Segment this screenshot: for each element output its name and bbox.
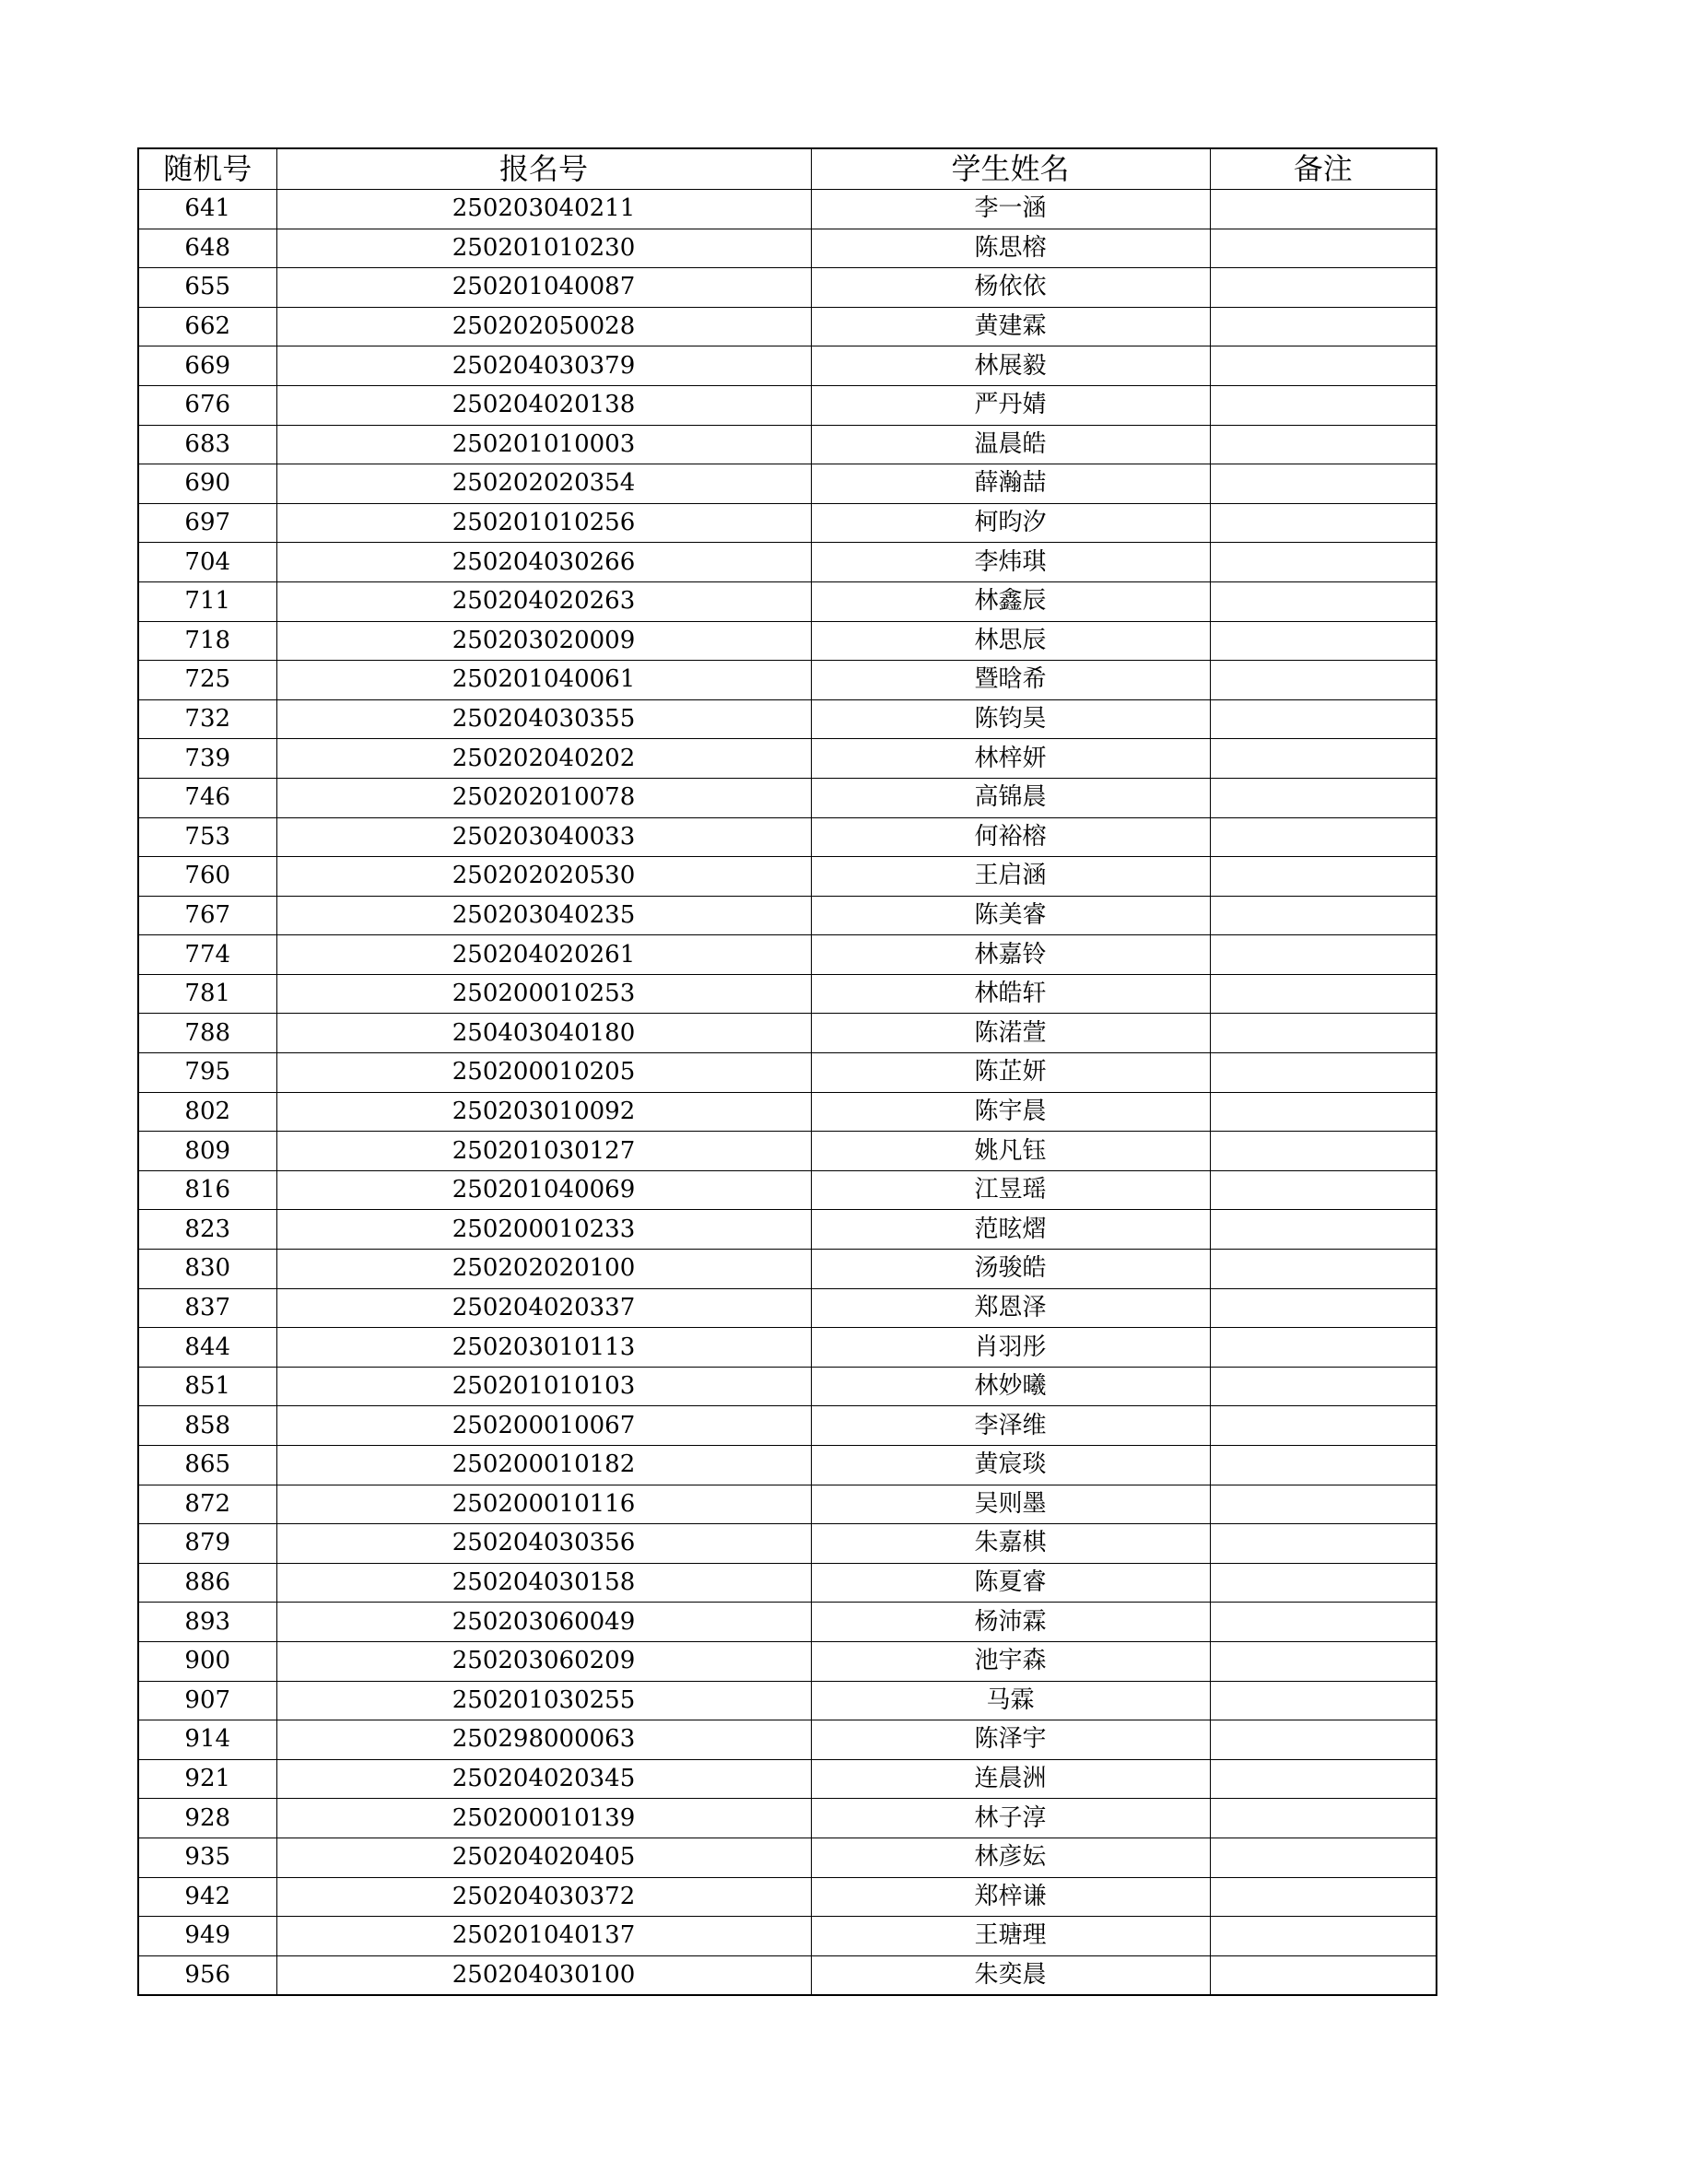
student-name-cell: 黄建霖 <box>811 307 1210 346</box>
remarks-cell <box>1210 229 1437 268</box>
student-name-cell: 暨晗希 <box>811 661 1210 700</box>
table-row <box>138 1367 1437 1406</box>
registration-number-cell: 250204020337 <box>276 1288 811 1328</box>
student-name-cell: 陈夏睿 <box>811 1563 1210 1603</box>
random-number-cell: 739 <box>138 739 276 779</box>
table-row <box>138 935 1437 975</box>
remarks-cell <box>1210 1799 1437 1838</box>
registration-number-cell: 250202020354 <box>276 464 811 504</box>
random-number-cell: 921 <box>138 1759 276 1799</box>
remarks-cell <box>1210 385 1437 425</box>
remarks-cell <box>1210 935 1437 975</box>
remarks-cell <box>1210 1288 1437 1328</box>
registration-number-cell: 250204020345 <box>276 1759 811 1799</box>
table-row <box>138 699 1437 739</box>
table-row <box>138 229 1437 268</box>
remarks-cell <box>1210 1838 1437 1877</box>
table-row <box>138 1720 1437 1760</box>
table-row <box>138 307 1437 346</box>
registration-number-cell: 250203040033 <box>276 817 811 857</box>
student-name-cell: 林子淳 <box>811 1799 1210 1838</box>
student-name-cell: 温晨皓 <box>811 425 1210 464</box>
random-number-cell: 830 <box>138 1250 276 1289</box>
random-number-cell: 900 <box>138 1641 276 1681</box>
random-number-cell: 718 <box>138 621 276 661</box>
remarks-cell <box>1210 1367 1437 1406</box>
remarks-cell <box>1210 1641 1437 1681</box>
registration-number-cell: 250203010113 <box>276 1328 811 1368</box>
table-row <box>138 1406 1437 1446</box>
table-row <box>138 621 1437 661</box>
student-name-cell: 范昡熠 <box>811 1210 1210 1250</box>
random-number-cell: 655 <box>138 268 276 308</box>
remarks-cell <box>1210 1328 1437 1368</box>
registration-number-cell: 250201030127 <box>276 1132 811 1171</box>
remarks-cell <box>1210 1877 1437 1917</box>
remarks-cell <box>1210 1210 1437 1250</box>
random-number-cell: 809 <box>138 1132 276 1171</box>
random-number-cell: 683 <box>138 425 276 464</box>
registration-number-cell: 250202010078 <box>276 778 811 817</box>
remarks-cell <box>1210 425 1437 464</box>
random-number-cell: 760 <box>138 857 276 897</box>
random-number-cell: 690 <box>138 464 276 504</box>
random-number-cell: 753 <box>138 817 276 857</box>
registration-number-cell: 250204030266 <box>276 543 811 582</box>
registration-number-cell: 250204020138 <box>276 385 811 425</box>
table-row <box>138 1641 1437 1681</box>
student-name-cell: 陈宇晨 <box>811 1092 1210 1132</box>
remarks-cell <box>1210 974 1437 1014</box>
random-number-cell: 823 <box>138 1210 276 1250</box>
student-name-cell: 陈钧昊 <box>811 699 1210 739</box>
random-number-cell: 837 <box>138 1288 276 1328</box>
table-row <box>138 739 1437 779</box>
table-row <box>138 425 1437 464</box>
random-number-cell: 844 <box>138 1328 276 1368</box>
registration-number-cell: 250204030372 <box>276 1877 811 1917</box>
student-name-cell: 姚凡钰 <box>811 1132 1210 1171</box>
student-name-cell: 王瑭理 <box>811 1917 1210 1956</box>
registration-number-cell: 250200010205 <box>276 1053 811 1093</box>
student-name-cell: 陈渃萱 <box>811 1014 1210 1053</box>
student-name-cell: 林皓轩 <box>811 974 1210 1014</box>
remarks-cell <box>1210 896 1437 935</box>
random-number-cell: 767 <box>138 896 276 935</box>
registration-number-cell: 250203060049 <box>276 1603 811 1642</box>
student-name-cell: 陈芷妍 <box>811 1053 1210 1093</box>
registration-number-cell: 250202050028 <box>276 307 811 346</box>
registration-number-cell: 250200010182 <box>276 1446 811 1485</box>
registration-number-cell: 250201040061 <box>276 661 811 700</box>
table-row <box>138 190 1437 229</box>
table-row <box>138 1838 1437 1877</box>
registration-number-cell: 250201010230 <box>276 229 811 268</box>
table-row <box>138 817 1437 857</box>
student-name-cell: 陈美睿 <box>811 896 1210 935</box>
random-number-cell: 907 <box>138 1681 276 1720</box>
registration-number-cell: 250204030355 <box>276 699 811 739</box>
registration-number-cell: 250201040137 <box>276 1917 811 1956</box>
table-row <box>138 268 1437 308</box>
student-name-cell: 池宇森 <box>811 1641 1210 1681</box>
random-number-cell: 865 <box>138 1446 276 1485</box>
student-name-cell: 林梓妍 <box>811 739 1210 779</box>
registration-number-cell: 250202040202 <box>276 739 811 779</box>
random-number-cell: 662 <box>138 307 276 346</box>
registration-number-cell: 250204020405 <box>276 1838 811 1877</box>
student-name-cell: 朱嘉棋 <box>811 1524 1210 1564</box>
registration-number-cell: 250200010116 <box>276 1485 811 1524</box>
table-row <box>138 857 1437 897</box>
table-row <box>138 974 1437 1014</box>
student-name-cell: 林妙曦 <box>811 1367 1210 1406</box>
registration-number-cell: 250204020263 <box>276 581 811 621</box>
header-random-number: 随机号 <box>138 148 276 190</box>
remarks-cell <box>1210 1092 1437 1132</box>
registration-number-cell: 250204030379 <box>276 346 811 386</box>
registration-number-cell: 250203060209 <box>276 1641 811 1681</box>
table-row <box>138 1250 1437 1289</box>
registration-number-cell: 250202020530 <box>276 857 811 897</box>
random-number-cell: 935 <box>138 1838 276 1877</box>
student-name-cell: 陈泽宇 <box>811 1720 1210 1760</box>
remarks-cell <box>1210 1917 1437 1956</box>
table-row <box>138 1603 1437 1642</box>
table-row <box>138 1799 1437 1838</box>
table-row <box>138 1759 1437 1799</box>
remarks-cell <box>1210 268 1437 308</box>
table-row <box>138 1170 1437 1210</box>
remarks-cell <box>1210 1406 1437 1446</box>
student-name-cell: 李炜琪 <box>811 543 1210 582</box>
table-row <box>138 1092 1437 1132</box>
remarks-cell <box>1210 1485 1437 1524</box>
random-number-cell: 746 <box>138 778 276 817</box>
student-name-cell: 林嘉铃 <box>811 935 1210 975</box>
student-name-cell: 朱奕晨 <box>811 1955 1210 1995</box>
remarks-cell <box>1210 1603 1437 1642</box>
remarks-cell <box>1210 503 1437 543</box>
student-name-cell: 肖羽彤 <box>811 1328 1210 1368</box>
table-row <box>138 778 1437 817</box>
student-name-cell: 林思辰 <box>811 621 1210 661</box>
table-row <box>138 1563 1437 1603</box>
student-name-cell: 马霖 <box>811 1681 1210 1720</box>
student-name-cell: 杨沛霖 <box>811 1603 1210 1642</box>
remarks-cell <box>1210 346 1437 386</box>
random-number-cell: 774 <box>138 935 276 975</box>
table-row <box>138 464 1437 504</box>
table-row <box>138 1328 1437 1368</box>
registration-number-cell: 250200010067 <box>276 1406 811 1446</box>
random-number-cell: 949 <box>138 1917 276 1956</box>
remarks-cell <box>1210 621 1437 661</box>
registration-number-cell: 250204030100 <box>276 1955 811 1995</box>
student-name-cell: 高锦晨 <box>811 778 1210 817</box>
student-name-cell: 薛瀚喆 <box>811 464 1210 504</box>
remarks-cell <box>1210 739 1437 779</box>
registration-number-cell: 250203040235 <box>276 896 811 935</box>
registration-number-cell: 250200010139 <box>276 1799 811 1838</box>
remarks-cell <box>1210 581 1437 621</box>
table-row <box>138 1210 1437 1250</box>
header-student-name: 学生姓名 <box>811 148 1210 190</box>
registration-number-cell: 250204030158 <box>276 1563 811 1603</box>
registration-number-cell: 250201040069 <box>276 1170 811 1210</box>
random-number-cell: 732 <box>138 699 276 739</box>
student-name-cell: 吴则墨 <box>811 1485 1210 1524</box>
table-row <box>138 1877 1437 1917</box>
student-name-cell: 柯昀汐 <box>811 503 1210 543</box>
header-registration-number: 报名号 <box>276 148 811 190</box>
table-row <box>138 543 1437 582</box>
remarks-cell <box>1210 857 1437 897</box>
registration-number-cell: 250203020009 <box>276 621 811 661</box>
random-number-cell: 781 <box>138 974 276 1014</box>
registration-number-cell: 250204020261 <box>276 935 811 975</box>
student-name-cell: 陈思榕 <box>811 229 1210 268</box>
remarks-cell <box>1210 1759 1437 1799</box>
remarks-cell <box>1210 464 1437 504</box>
student-name-cell: 连晨洲 <box>811 1759 1210 1799</box>
remarks-cell <box>1210 699 1437 739</box>
registration-number-cell: 250203040211 <box>276 190 811 229</box>
table-row <box>138 346 1437 386</box>
registration-number-cell: 250200010253 <box>276 974 811 1014</box>
table-row <box>138 661 1437 700</box>
remarks-cell <box>1210 190 1437 229</box>
remarks-cell <box>1210 661 1437 700</box>
table-row <box>138 1288 1437 1328</box>
registration-number-cell: 250403040180 <box>276 1014 811 1053</box>
table-row <box>138 1446 1437 1485</box>
remarks-cell <box>1210 1446 1437 1485</box>
remarks-cell <box>1210 1524 1437 1564</box>
random-number-cell: 942 <box>138 1877 276 1917</box>
remarks-cell <box>1210 1250 1437 1289</box>
student-name-cell: 黄宸琰 <box>811 1446 1210 1485</box>
random-number-cell: 858 <box>138 1406 276 1446</box>
registration-number-cell: 250201010256 <box>276 503 811 543</box>
student-name-cell: 王启涵 <box>811 857 1210 897</box>
remarks-cell <box>1210 1053 1437 1093</box>
student-name-cell: 郑恩泽 <box>811 1288 1210 1328</box>
student-name-cell: 汤骏皓 <box>811 1250 1210 1289</box>
random-number-cell: 956 <box>138 1955 276 1995</box>
table-row <box>138 1917 1437 1956</box>
random-number-cell: 697 <box>138 503 276 543</box>
table-row <box>138 1053 1437 1093</box>
random-number-cell: 914 <box>138 1720 276 1760</box>
table-row <box>138 385 1437 425</box>
remarks-cell <box>1210 817 1437 857</box>
table-row <box>138 896 1437 935</box>
remarks-cell <box>1210 307 1437 346</box>
random-number-cell: 648 <box>138 229 276 268</box>
registration-number-cell: 250202020100 <box>276 1250 811 1289</box>
random-number-cell: 851 <box>138 1367 276 1406</box>
header-row <box>138 148 1437 190</box>
table-row <box>138 581 1437 621</box>
student-name-cell: 何裕榕 <box>811 817 1210 857</box>
student-name-cell: 李一涵 <box>811 190 1210 229</box>
table-row <box>138 1524 1437 1564</box>
random-number-cell: 704 <box>138 543 276 582</box>
roster-table <box>137 147 1437 1996</box>
registration-number-cell: 250200010233 <box>276 1210 811 1250</box>
table-row <box>138 1485 1437 1524</box>
remarks-cell <box>1210 1563 1437 1603</box>
registration-number-cell: 250203010092 <box>276 1092 811 1132</box>
student-name-cell: 林鑫辰 <box>811 581 1210 621</box>
registration-number-cell: 250298000063 <box>276 1720 811 1760</box>
registration-number-cell: 250201010103 <box>276 1367 811 1406</box>
header-remarks: 备注 <box>1210 148 1437 190</box>
random-number-cell: 872 <box>138 1485 276 1524</box>
student-name-cell: 林展毅 <box>811 346 1210 386</box>
random-number-cell: 795 <box>138 1053 276 1093</box>
student-name-cell: 李泽维 <box>811 1406 1210 1446</box>
random-number-cell: 669 <box>138 346 276 386</box>
table-row <box>138 1955 1437 1995</box>
random-number-cell: 893 <box>138 1603 276 1642</box>
remarks-cell <box>1210 1720 1437 1760</box>
remarks-cell <box>1210 1955 1437 1995</box>
random-number-cell: 641 <box>138 190 276 229</box>
student-name-cell: 江昱瑶 <box>811 1170 1210 1210</box>
table-row <box>138 503 1437 543</box>
registration-number-cell: 250201030255 <box>276 1681 811 1720</box>
random-number-cell: 711 <box>138 581 276 621</box>
remarks-cell <box>1210 1132 1437 1171</box>
registration-number-cell: 250204030356 <box>276 1524 811 1564</box>
student-name-cell: 林彦妘 <box>811 1838 1210 1877</box>
table-row <box>138 1132 1437 1171</box>
random-number-cell: 928 <box>138 1799 276 1838</box>
registration-number-cell: 250201010003 <box>276 425 811 464</box>
remarks-cell <box>1210 1014 1437 1053</box>
roster-body <box>138 190 1437 1996</box>
random-number-cell: 879 <box>138 1524 276 1564</box>
table-row <box>138 1014 1437 1053</box>
random-number-cell: 788 <box>138 1014 276 1053</box>
student-name-cell: 杨依依 <box>811 268 1210 308</box>
random-number-cell: 886 <box>138 1563 276 1603</box>
random-number-cell: 725 <box>138 661 276 700</box>
remarks-cell <box>1210 543 1437 582</box>
table-row <box>138 1681 1437 1720</box>
registration-number-cell: 250201040087 <box>276 268 811 308</box>
random-number-cell: 816 <box>138 1170 276 1210</box>
random-number-cell: 676 <box>138 385 276 425</box>
random-number-cell: 802 <box>138 1092 276 1132</box>
remarks-cell <box>1210 1681 1437 1720</box>
remarks-cell <box>1210 1170 1437 1210</box>
student-name-cell: 郑梓谦 <box>811 1877 1210 1917</box>
student-name-cell: 严丹婧 <box>811 385 1210 425</box>
remarks-cell <box>1210 778 1437 817</box>
